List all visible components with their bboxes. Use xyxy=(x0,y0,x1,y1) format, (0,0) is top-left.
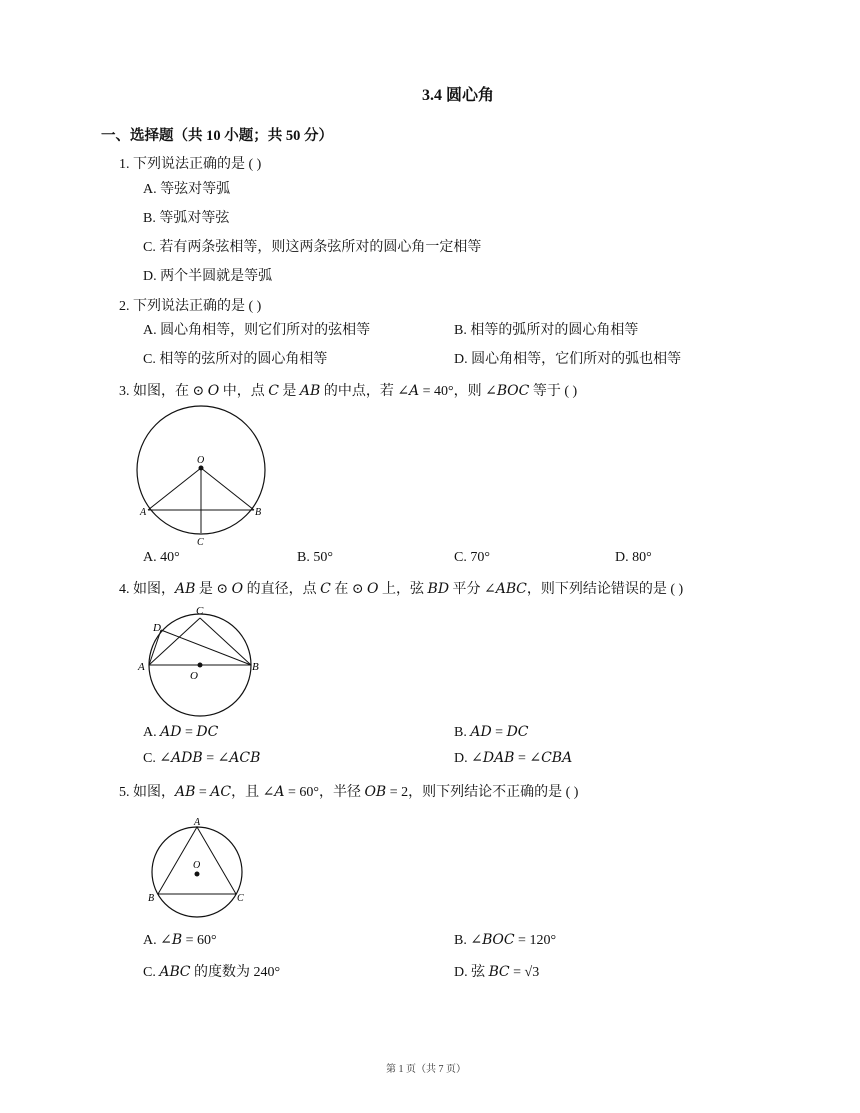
q5-label-o: O xyxy=(193,860,201,871)
q4-circle-figure xyxy=(133,600,263,720)
q1-option-d[interactable]: D. 两个半圆就是等弧 xyxy=(143,269,273,284)
q2-option-b[interactable]: B. 相等的弧所对的圆心角相等 xyxy=(454,323,639,338)
question-2-stem: 2. 下列说法正确的是 ( ) xyxy=(119,299,262,314)
q4-label-c: C xyxy=(196,605,204,617)
q5-label-c: C xyxy=(237,893,244,904)
q3-label-c: C xyxy=(197,537,204,548)
q5-center-dot xyxy=(195,872,200,877)
page-title: 3.4 圆心角 xyxy=(422,87,495,104)
q1-option-a[interactable]: A. 等弦对等弧 xyxy=(143,182,231,197)
q3-center-dot xyxy=(199,466,204,471)
q2-option-c[interactable]: C. 相等的弦所对的圆心角相等 xyxy=(143,352,328,367)
q2-option-a[interactable]: A. 圆心角相等，则它们所对的弦相等 xyxy=(143,323,371,338)
q4-option-a[interactable]: A. 𝐴𝐷 = 𝐷𝐶 xyxy=(143,725,219,740)
question-1-stem: 1. 下列说法正确的是 ( ) xyxy=(119,157,262,172)
q3-option-b[interactable]: B. 50° xyxy=(297,550,333,565)
q1-option-b[interactable]: B. 等弧对等弦 xyxy=(143,211,230,226)
q3-option-d[interactable]: D. 80° xyxy=(615,550,652,565)
q4-chord-db xyxy=(161,630,251,665)
q2-option-d[interactable]: D. 圆心角相等，它们所对的弧也相等 xyxy=(454,352,682,367)
q3-label-a: A xyxy=(140,507,147,518)
q5-option-a[interactable]: A. ∠𝐵 = 60° xyxy=(143,933,217,948)
q4-option-c[interactable]: C. ∠𝐴𝐷𝐵 = ∠𝐴𝐶𝐵 xyxy=(143,751,261,766)
q5-option-d[interactable]: D. 弦 𝐵𝐶 = √3 xyxy=(454,965,540,980)
q5-label-a: A xyxy=(194,817,201,828)
q4-option-d[interactable]: D. ∠𝐷𝐴𝐵 = ∠𝐶𝐵𝐴 xyxy=(454,751,573,766)
question-4-stem: 4. 如图，𝐴𝐵 是 ⊙ 𝑂 的直径，点 𝐶 在 ⊙ 𝑂 上，弦 𝐵𝐷 平分 ∠𝐴𝐵𝐶，则下列结论错误的是 ( ) xyxy=(119,582,684,597)
q5-option-c[interactable]: C. 𝐴𝐵𝐶 的度数为 240° xyxy=(143,965,281,980)
question-5-stem: 5. 如图，𝐴𝐵 = 𝐴𝐶，且 ∠𝐴 = 60°，半径 𝑂𝐵 = 2，则下列结论不正确的是 ( ) xyxy=(119,785,579,800)
q3-radius-ob xyxy=(201,468,254,510)
q4-label-a: A xyxy=(138,661,145,673)
q4-label-d: D xyxy=(153,622,161,634)
q5-label-b: B xyxy=(148,893,155,904)
q4-option-b[interactable]: B. 𝐴𝐷 = 𝐷𝐶 xyxy=(454,725,529,740)
q4-chord-cb xyxy=(200,618,251,665)
q3-label-b: B xyxy=(255,507,262,518)
q3-label-o: O xyxy=(197,455,205,466)
q3-option-a[interactable]: A. 40° xyxy=(143,550,180,565)
section-heading: 一、选择题（共 10 小题；共 50 分） xyxy=(101,128,333,144)
q3-circle-figure xyxy=(130,405,275,550)
q4-label-o: O xyxy=(190,670,198,682)
q5-circle-figure xyxy=(140,810,255,920)
q4-center-dot xyxy=(198,663,203,668)
q3-option-c[interactable]: C. 70° xyxy=(454,550,490,565)
q5-option-b[interactable]: B. ∠𝐵𝑂𝐶 = 120° xyxy=(454,933,557,948)
q4-label-b: B xyxy=(252,661,259,673)
q1-option-c[interactable]: C. 若有两条弦相等，则这两条弦所对的圆心角一定相等 xyxy=(143,240,482,255)
question-3-stem: 3. 如图，在 ⊙ 𝑂 中，点 𝐶 是 𝐴𝐵 的中点，若 ∠𝐴 = 40°，则 ∠𝐵𝑂𝐶 等于 ( ) xyxy=(119,384,578,399)
q3-radius-oa xyxy=(148,468,201,510)
page-footer: 第 1 页（共 7 页） xyxy=(386,1064,466,1075)
